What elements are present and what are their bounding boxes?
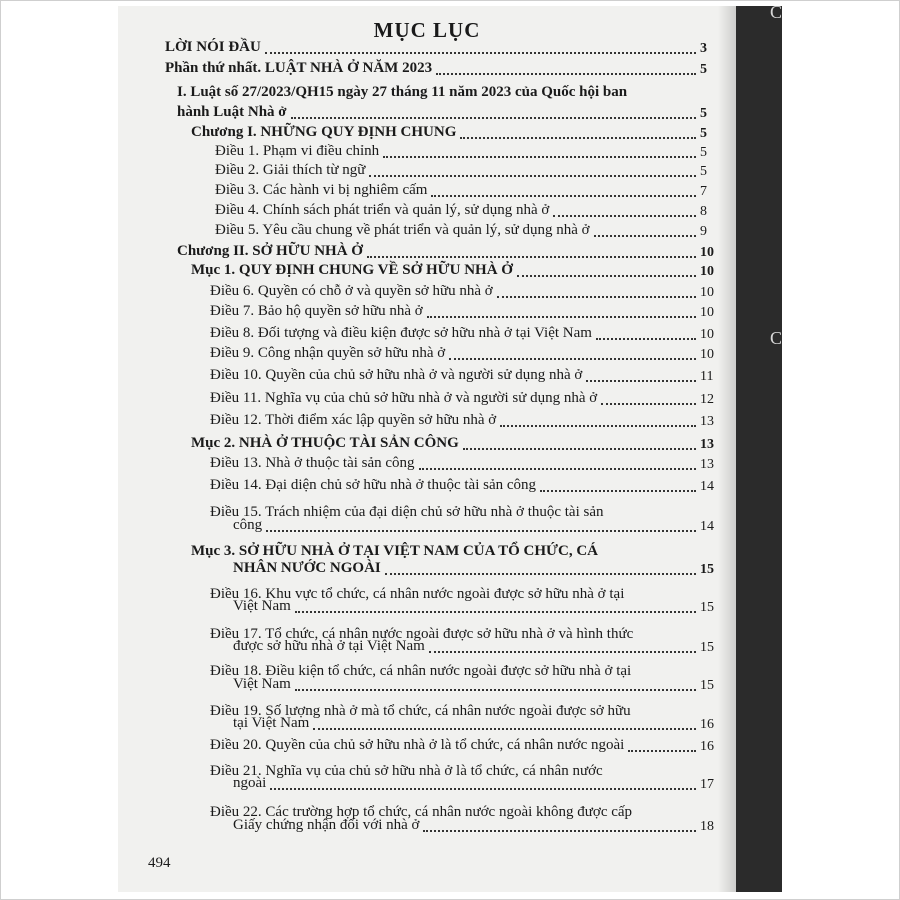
toc-dot-leader [553,215,696,217]
toc-entry [0,816,900,836]
toc-page-number: 15 [700,600,714,615]
toc-entry-label: được sở hữu nhà ở tại Việt Nam [233,638,425,654]
toc-entry [0,38,900,58]
toc-entry-label: Điều 6. Quyền có chỗ ở và quyền sở hữu nhà ở [210,283,493,299]
toc-entry-label: Điều 11. Nghĩa vụ của chủ sở hữu nhà ở và người sử dụng nhà ở [210,390,598,406]
next-page-letter: C [770,2,783,22]
toc-dot-leader [265,52,696,54]
toc-entry [0,454,900,474]
toc-page-number: 14 [700,479,714,494]
toc-entry [0,59,900,79]
toc-page-number: 10 [700,327,714,342]
toc-entry [0,714,900,734]
toc-entry [0,637,900,657]
toc-entry-label: Điều 10. Quyền của chủ sở hữu nhà ở và người sử dụng nhà ở [210,367,583,383]
toc-entry-label: Điều 2. Giải thích từ ngữ [215,162,366,178]
toc-entry [0,261,900,281]
toc-entry [0,597,900,617]
toc-entry-label: Điều 1. Phạm vi điều chỉnh [215,143,380,159]
toc-entry [0,161,900,181]
toc-dot-leader [436,73,696,75]
toc-dot-leader [385,573,696,575]
toc-entry-label: Điều 5. Yêu cầu chung về phát triển và quản lý, sử dụng nhà ở [215,222,590,238]
toc-page-number: 10 [700,264,714,279]
toc-entry-first-line: Điều 18. Điều kiện tổ chức, cá nhân nước ngoài được sở hữu nhà ở tại [210,663,632,679]
toc-entry-label: hành Luật Nhà ở [177,104,287,120]
toc-entry [0,142,900,162]
toc-entry-label: Việt Nam [233,676,291,692]
next-page-letter: C [770,328,783,348]
toc-dot-leader [295,611,696,613]
toc-page-number: 5 [700,62,707,77]
toc-dot-leader [431,195,696,197]
toc-page-number: 9 [700,224,707,239]
toc-entry [0,476,900,496]
toc-entry [0,282,900,302]
toc-entry-first-line: Mục 3. SỞ HỮU NHÀ Ở TẠI VIỆT NAM CỦA TỔ CHỨC, CÁ [191,543,598,559]
toc-entry [0,366,900,386]
toc-page-number: 11 [700,369,714,384]
toc-page-number: 12 [700,392,714,407]
toc-page-number: 16 [700,739,714,754]
toc-entry-label: Mục 2. NHÀ Ở THUỘC TÀI SẢN CÔNG [191,435,459,451]
toc-page-number: 10 [700,285,714,300]
toc-entry [0,411,900,431]
toc-page-number: 14 [700,519,714,534]
toc-entry-label: tại Việt Nam [233,715,310,731]
toc-entry [0,221,900,241]
toc-entry-label: Điều 8. Đối tượng và điều kiện được sở hữu nhà ở tại Việt Nam [210,325,592,341]
toc-page-number: 15 [700,678,714,693]
toc-page-number: 13 [700,414,714,429]
toc-entry [0,516,900,536]
toc-dot-leader [517,275,696,277]
toc-page-number: 13 [700,437,714,452]
toc-entry-label: Chương II. SỞ HỮU NHÀ Ở [177,243,363,259]
toc-entry [0,242,900,262]
toc-entry-label: Chương I. NHỮNG QUY ĐỊNH CHUNG [191,124,457,140]
toc-dot-leader [427,316,696,318]
toc-page-number: 7 [700,184,707,199]
toc-entry-label: Điều 4. Chính sách phát triển và quản lý, sử dụng nhà ở [215,202,550,218]
toc-page-number: 5 [700,164,707,179]
toc-entry-label: Phần thứ nhất. LUẬT NHÀ Ở NĂM 2023 [165,60,433,76]
toc-page-number: 3 [700,41,707,56]
toc-dot-leader [369,175,696,177]
page-number: 494 [148,855,171,871]
toc-dot-leader [423,830,696,832]
toc-entry [0,302,900,322]
toc-dot-leader [313,728,696,730]
toc-dot-leader [291,117,696,119]
toc-page-number: 15 [700,562,714,577]
toc-page-number: 10 [700,347,714,362]
toc-dot-leader [460,137,696,139]
toc-entry-label: Điều 12. Thời điểm xác lập quyền sở hữu nhà ở [210,412,497,428]
toc-entry [0,774,900,794]
toc-dot-leader [500,425,696,427]
toc-dot-leader [601,403,696,405]
toc-dot-leader [270,788,696,790]
toc-entry [0,123,900,143]
toc-entry-first-line: Điều 22. Các trường hợp tổ chức, cá nhân nước ngoài không được cấp [210,804,633,820]
toc-entry-label: Giấy chứng nhận đối với nhà ở [233,817,420,833]
toc-dot-leader [497,296,696,298]
toc-entry-label: Điều 9. Công nhận quyền sở hữu nhà ở [210,345,446,361]
toc-page-number: 5 [700,106,707,121]
toc-dot-leader [367,256,696,258]
toc-entry-label: Điều 20. Quyền của chủ sở hữu nhà ở là tổ chức, cá nhân nước ngoài [210,737,625,753]
toc-entry-label: Việt Nam [233,598,291,614]
toc-entry-label: công [233,517,263,533]
toc-page-number: 13 [700,457,714,472]
toc-entry-first-line: Điều 21. Nghĩa vụ của chủ sở hữu nhà ở là tổ chức, cá nhân nước [210,763,603,779]
toc-entry [0,181,900,201]
toc-dot-leader [429,651,696,653]
toc-dot-leader [586,380,696,382]
toc-entry [0,201,900,221]
toc-dot-leader [449,358,696,360]
toc-entry [0,675,900,695]
toc-entry-first-line: Điều 17. Tổ chức, cá nhân nước ngoài được sở hữu nhà ở và hình thức [210,626,634,642]
toc-entry-label: ngoài [233,775,267,791]
toc-page-number: 17 [700,777,714,792]
toc-dot-leader [295,689,696,691]
toc-dot-leader [594,235,696,237]
toc-dot-leader [266,530,696,532]
toc-entry [0,389,900,409]
toc-entry-label: NHÂN NƯỚC NGOÀI [233,560,381,576]
toc-page-number: 16 [700,717,714,732]
toc-entry-label: Điều 14. Đại diện chủ sở hữu nhà ở thuộc tài sản công [210,477,537,493]
toc-dot-leader [540,490,696,492]
toc-entry-label: Điều 13. Nhà ở thuộc tài sản công [210,455,415,471]
toc-page-number: 10 [700,305,714,320]
toc-page-number: 5 [700,145,707,160]
page-title: MỤC LỤC [373,18,481,42]
toc-entry [0,736,900,756]
toc-dot-leader [419,468,696,470]
toc-entry-first-line: I. Luật số 27/2023/QH15 ngày 27 tháng 11 năm 2023 của Quốc hội ban [177,84,628,100]
toc-entry-first-line: Điều 15. Trách nhiệm của đại diện chủ sở hữu nhà ở thuộc tài sản [210,504,604,520]
toc-entry [0,103,900,123]
toc-entry [0,324,900,344]
toc-page-number: 10 [700,245,714,260]
toc-page-number: 5 [700,126,707,141]
toc-dot-leader [383,156,696,158]
toc-entry [0,434,900,454]
toc-entry-label: LỜI NÓI ĐẦU [165,39,261,55]
toc-dot-leader [628,750,696,752]
toc-dot-leader [596,338,696,340]
toc-page-number: 18 [700,819,714,834]
toc-entry-label: Điều 7. Bảo hộ quyền sở hữu nhà ở [210,303,423,319]
toc-entry [0,559,900,579]
toc-dot-leader [463,448,696,450]
toc-page-number: 8 [700,204,707,219]
toc-entry-first-line: Điều 16. Khu vực tổ chức, cá nhân nước ngoài được sở hữu nhà ở tại [210,586,625,602]
toc-page-number: 15 [700,640,714,655]
toc-entry-first-line: Điều 19. Số lượng nhà ở mà tổ chức, cá nhân nước ngoài được sở hữu [210,703,631,719]
toc-entry-label: Mục 1. QUY ĐỊNH CHUNG VỀ SỞ HỮU NHÀ Ở [191,262,513,278]
toc-entry [0,344,900,364]
toc-entry-label: Điều 3. Các hành vi bị nghiêm cấm [215,182,428,198]
